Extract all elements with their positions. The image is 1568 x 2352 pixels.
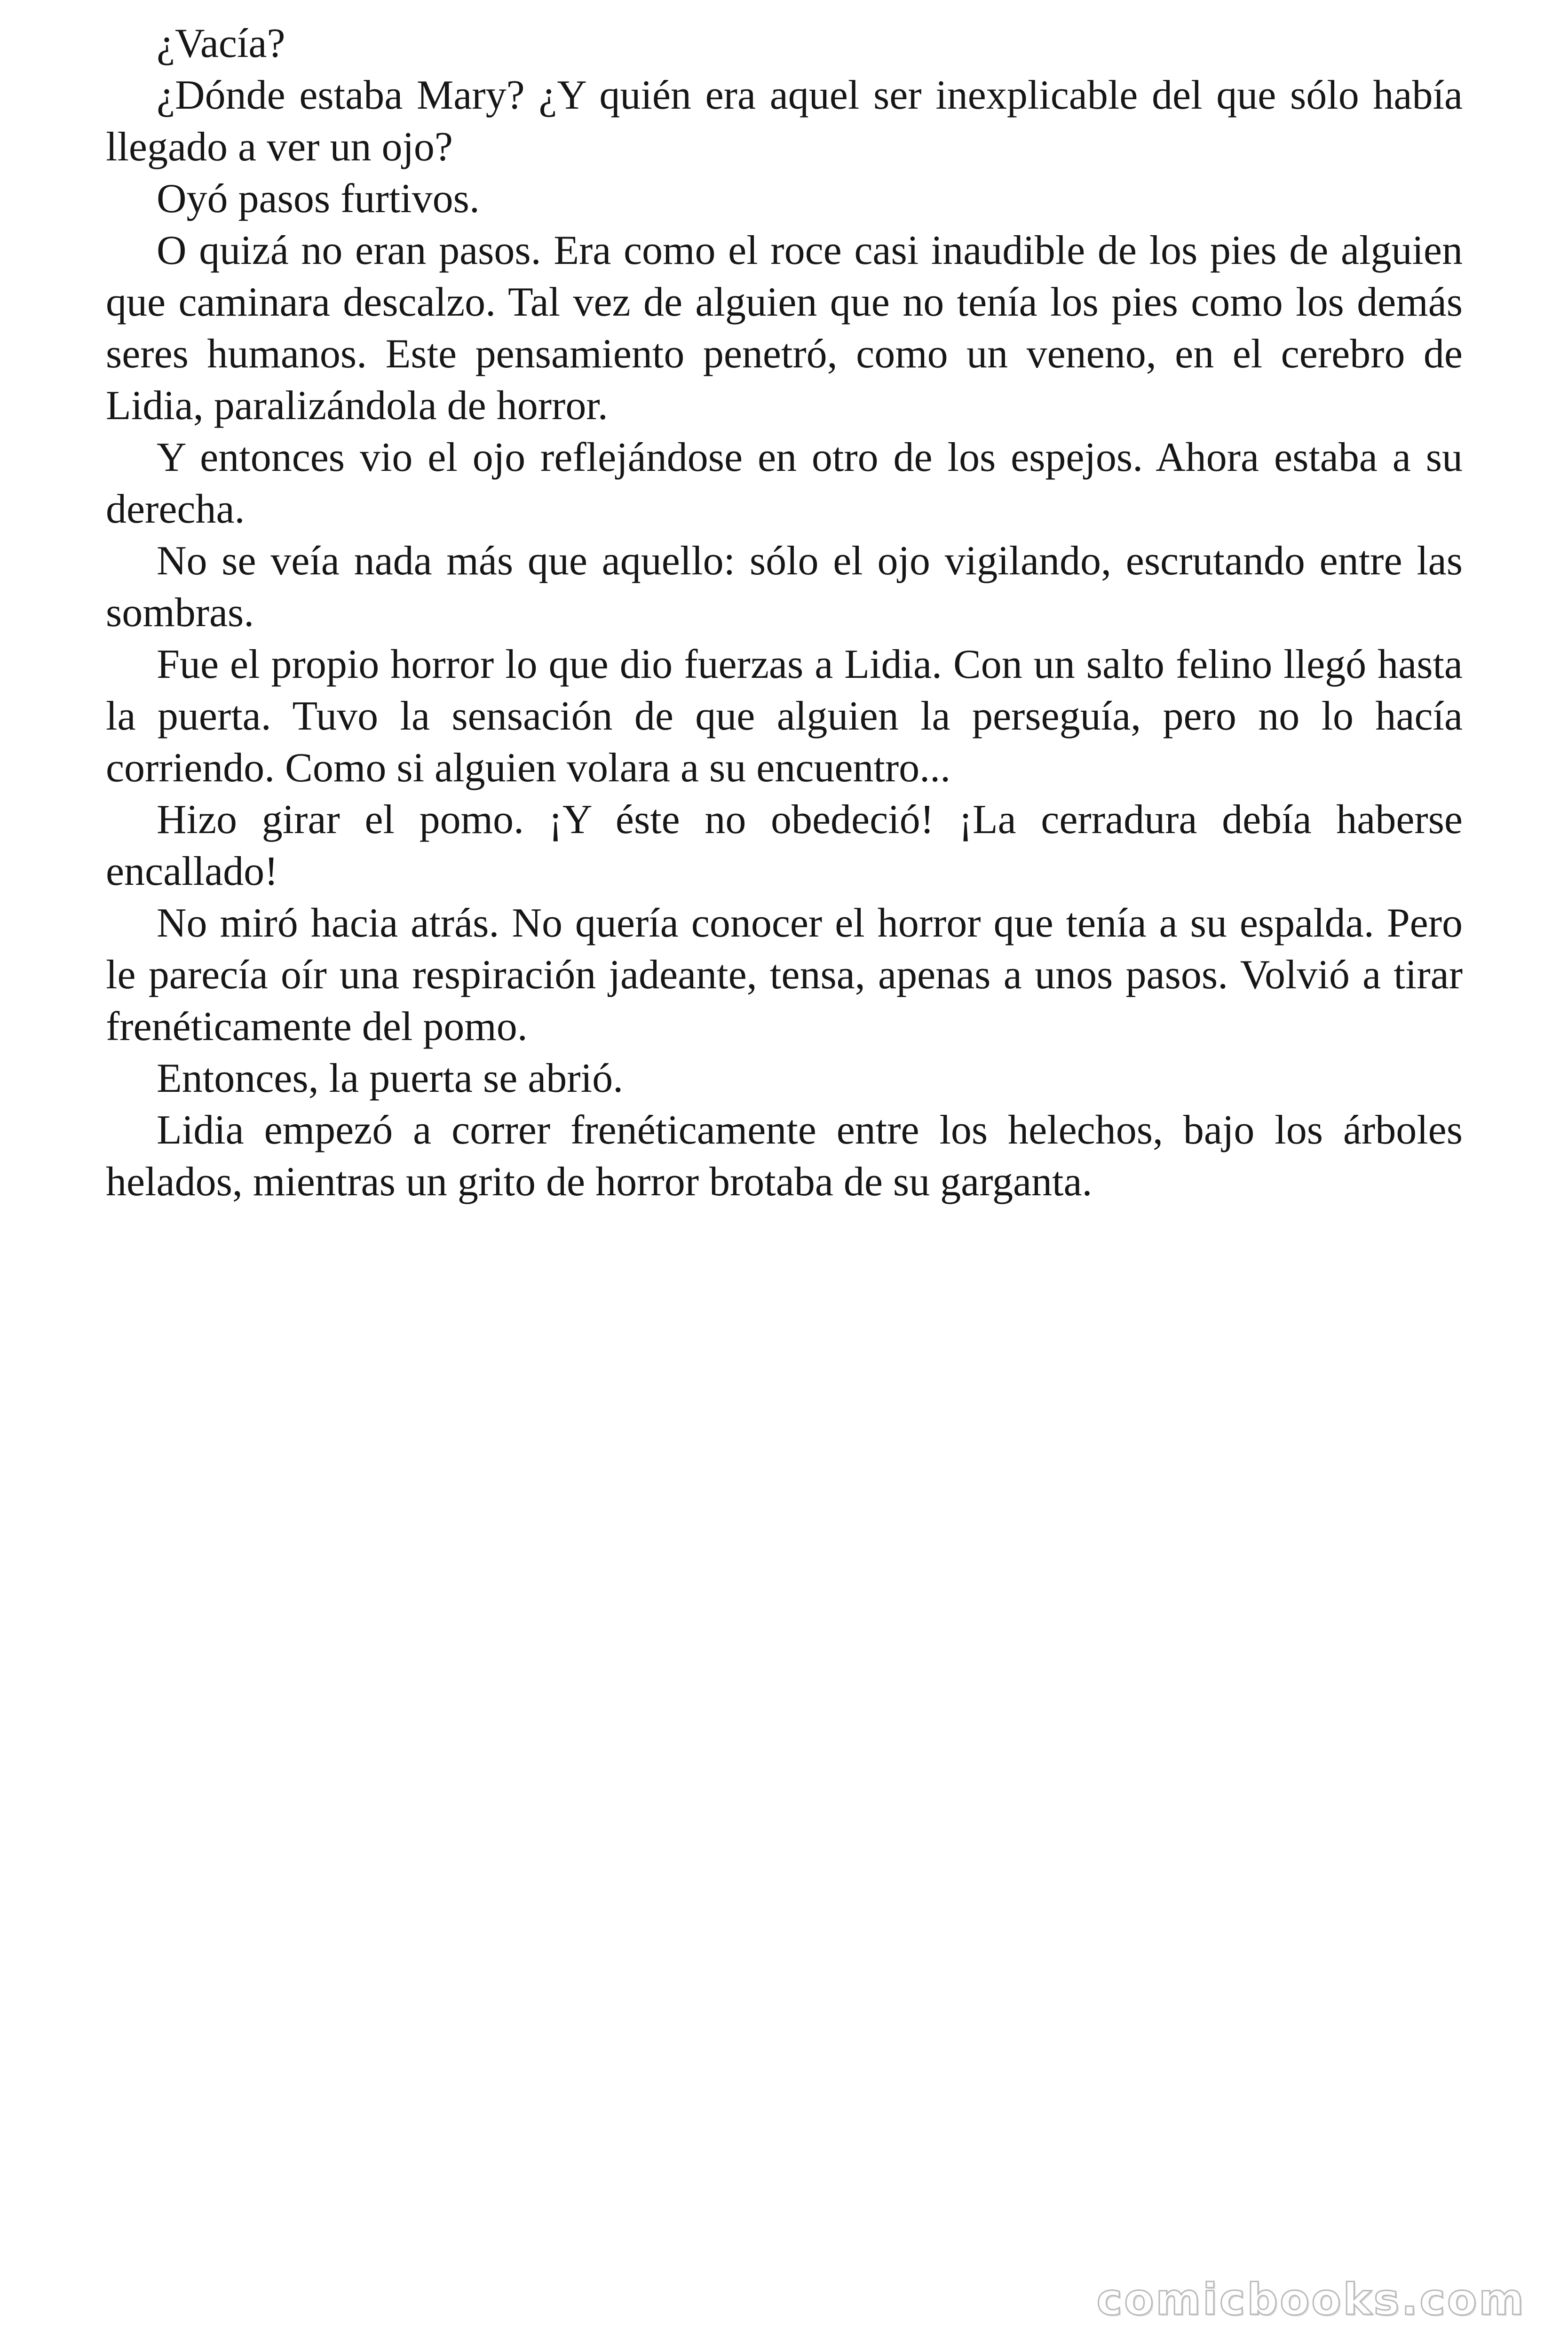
watermark: comicbooks.com [1096, 2274, 1526, 2325]
paragraph: Entonces, la puerta se abrió. [157, 1056, 624, 1101]
paragraph: Hizo girar el pomo. ¡Y éste no obedeció! ¡La cerradura debía haberse encallado! [106, 797, 1463, 894]
paragraph: Fue el propio horror lo que dio fuerzas a Lidia. Con un salto felino llegó hasta la puerta. Tuvo la sensación de que alguien la perseguía, pero no lo hacía corriendo. Como si alguien volara a su encuentro... [106, 642, 1463, 791]
paragraph: ¿Dónde estaba Mary? ¿Y quién era aquel ser inexplicable del que sólo había llegado a ver un ojo? [106, 72, 1463, 170]
paragraph: Y entonces vio el ojo reflejándose en otro de los espejos. Ahora estaba a su derecha. [106, 435, 1463, 532]
paragraph: No se veía nada más que aquello: sólo el ojo vigilando, escrutando entre las sombras. [106, 538, 1463, 636]
paragraph: ¿Vacía? [157, 21, 285, 66]
page-text [106, 18, 1463, 1208]
paragraph: Lidia empezó a correr frenéticamente entre los helechos, bajo los árboles helados, mientras un grito de horror brotaba de su garganta. [106, 1107, 1463, 1205]
paragraph: O quizá no eran pasos. Era como el roce casi inaudible de los pies de alguien que caminara descalzo. Tal vez de alguien que no tenía los pies como los demás seres humanos. Este pensamiento penetró, como un veneno, en el cerebro de Lidia, paralizándola de horror. [106, 228, 1463, 429]
paragraph: No miró hacia atrás. No quería conocer el horror que tenía a su espalda. Pero le parecía oír una respiración jadeante, tensa, apenas a unos pasos. Volvió a tirar frenéticamente del pomo. [106, 900, 1463, 1049]
paragraph: Oyó pasos furtivos. [157, 176, 480, 222]
